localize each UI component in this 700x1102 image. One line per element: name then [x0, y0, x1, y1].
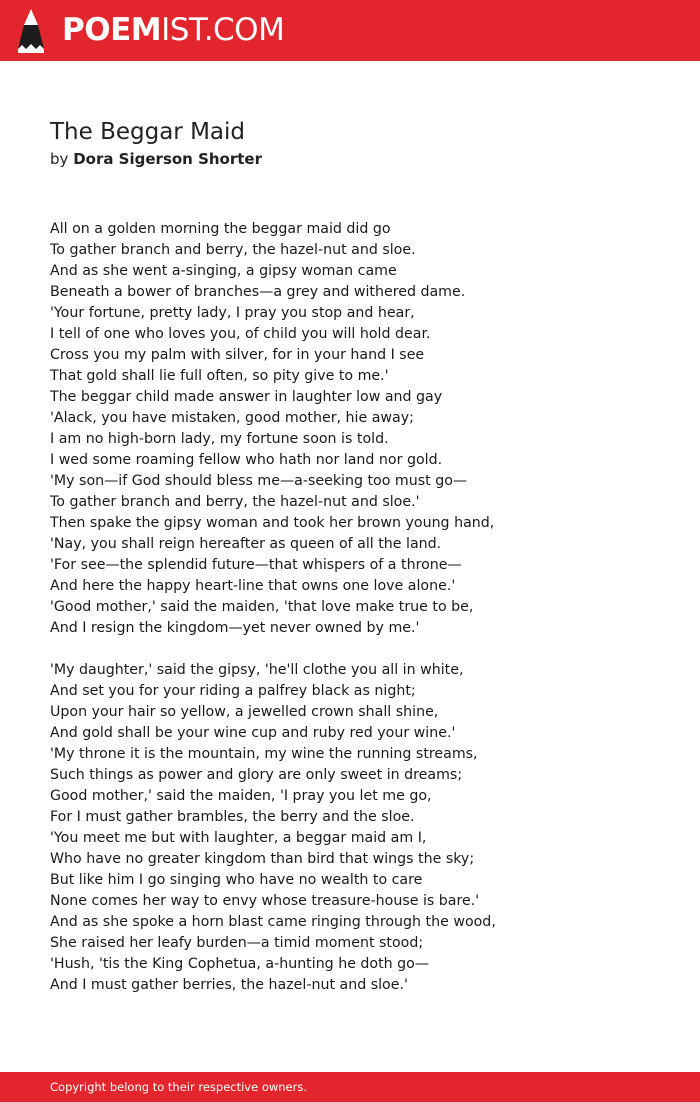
poem-line: Good mother,' said the maiden, 'I pray you let me go, — [50, 788, 432, 804]
poem-line: I wed some roaming fellow who hath nor land nor gold. — [50, 452, 443, 468]
poem-line: And gold shall be your wine cup and ruby red your wine.' — [50, 725, 456, 741]
logo-text-light: IST.COM — [161, 12, 285, 48]
poem-line: Cross you my palm with silver, for in your hand I see — [50, 347, 425, 363]
poem-line: 'Your fortune, pretty lady, I pray you stop and hear, — [50, 305, 415, 321]
poem-line: To gather branch and berry, the hazel-nut and sloe. — [50, 242, 416, 258]
poem-line: Such things as power and glory are only sweet in dreams; — [50, 767, 463, 783]
pencil-logo-icon[interactable] — [17, 9, 45, 53]
poem-line: Then spake the gipsy woman and took her brown young hand, — [50, 515, 495, 531]
poem-line: And here the happy heart-line that owns one love alone.' — [50, 578, 456, 594]
poem-line: To gather branch and berry, the hazel-nut and sloe.' — [50, 494, 420, 510]
poem-line: And as she went a-singing, a gipsy woman came — [50, 263, 397, 279]
stanza — [50, 660, 670, 996]
copyright-text: Copyright belong to their respective owners. — [50, 1080, 308, 1094]
poem-line: All on a golden morning the beggar maid did go — [50, 221, 391, 237]
poem-line: 'Alack, you have mistaken, good mother, hie away; — [50, 410, 414, 426]
poem-line: Who have no greater kingdom than bird that wings the sky; — [50, 851, 475, 867]
poem-line: 'My son—if God should bless me—a-seeking too must go— — [50, 473, 468, 489]
site-header — [0, 0, 700, 61]
poem-line: Upon your hair so yellow, a jewelled crown shall shine, — [50, 704, 439, 720]
poem-line: 'My throne it is the mountain, my wine the running streams, — [50, 746, 478, 762]
stanza — [50, 219, 670, 639]
poem-line: And I must gather berries, the hazel-nut and sloe.' — [50, 977, 408, 993]
poem-line: 'Hush, 'tis the King Cophetua, a-hunting he doth go— — [50, 956, 430, 972]
poem-line: I tell of one who loves you, of child you will hold dear. — [50, 326, 431, 342]
poem-line: The beggar child made answer in laughter low and gay — [50, 389, 443, 405]
poem-line: 'For see—the splendid future—that whispers of a throne— — [50, 557, 462, 573]
poem-line: 'Good mother,' said the maiden, 'that love make true to be, — [50, 599, 474, 615]
poem-title: The Beggar Maid — [50, 119, 246, 145]
site-footer — [0, 1072, 700, 1102]
poem-line: None comes her way to envy whose treasure-house is bare.' — [50, 893, 480, 909]
poem-line: For I must gather brambles, the berry and the sloe. — [50, 809, 415, 825]
author-name: Dora Sigerson Shorter — [73, 150, 262, 168]
poem-line: And I resign the kingdom—yet never owned by me.' — [50, 620, 420, 636]
poem-body — [50, 219, 670, 1017]
poem-line: I am no high-born lady, my fortune soon is told. — [50, 431, 389, 447]
by-label: by — [50, 150, 69, 168]
poem-line: But like him I go singing who have no wealth to care — [50, 872, 423, 888]
site-logo[interactable] — [62, 10, 284, 50]
byline — [50, 149, 262, 169]
poem-line: 'Nay, you shall reign hereafter as queen of all the land. — [50, 536, 442, 552]
poem-line: And as she spoke a horn blast came ringing through the wood, — [50, 914, 496, 930]
poem-line: She raised her leafy burden—a timid moment stood; — [50, 935, 424, 951]
poem-line: Beneath a bower of branches—a grey and withered dame. — [50, 284, 466, 300]
poem-line: And set you for your riding a palfrey black as night; — [50, 683, 416, 699]
poem-line: 'You meet me but with laughter, a beggar maid am I, — [50, 830, 427, 846]
logo-text-bold: POEM — [62, 12, 162, 48]
poem-line: 'My daughter,' said the gipsy, 'he'll clothe you all in white, — [50, 662, 464, 678]
poem-line: That gold shall lie full often, so pity give to me.' — [50, 368, 389, 384]
